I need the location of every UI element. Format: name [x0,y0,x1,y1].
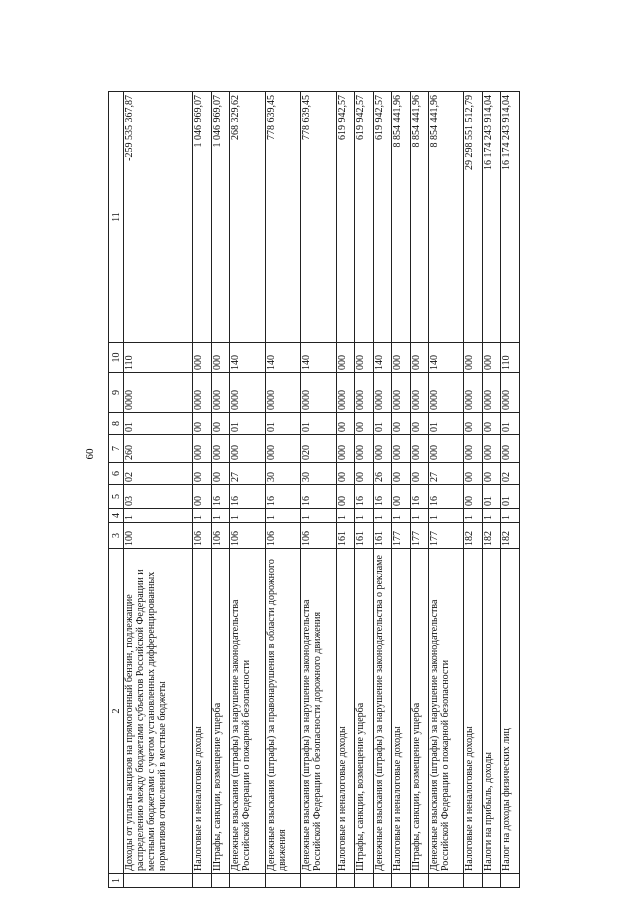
row-code-c8: 01 [230,413,265,435]
header-row [109,92,124,888]
row-code-c3: 182 [501,523,520,549]
row-amount: 778 639,45 [301,92,336,343]
row-code-c7: 000 [392,435,410,463]
page-number: 60 [84,448,96,460]
row-code-c5: 16 [211,485,229,509]
column-header-4: 4 [109,509,124,523]
table-row [429,92,464,888]
row-code-c10: 000 [482,343,500,373]
row-code-c6: 00 [464,463,482,485]
row-code-c10: 000 [336,343,354,373]
table-row [230,92,265,888]
row-description: Налоговые и неналоговые доходы [336,549,354,874]
row-code-c4: 1 [336,509,354,523]
row-code-c8: 00 [410,413,428,435]
row-code-c3: 182 [464,523,482,549]
table-row [355,92,373,888]
table-row [464,92,482,888]
row-amount: 619 942,57 [336,92,354,343]
row-code-c4: 1 [464,509,482,523]
row-code-c6: 02 [124,463,193,485]
row-code-c5: 01 [501,485,520,509]
row-code-c7: 020 [301,435,336,463]
column-header-3: 3 [109,523,124,549]
row-code-c8: 00 [211,413,229,435]
row-code-c6: 30 [265,463,300,485]
row-amount: 619 942,57 [355,92,373,343]
row-code-c9: 0000 [373,373,391,413]
row-code-c8: 00 [336,413,354,435]
row-code-c10: 000 [193,343,211,373]
row-col-1 [373,874,391,888]
row-code-c8: 01 [501,413,520,435]
row-code-c10: 000 [355,343,373,373]
table-row [501,92,520,888]
row-code-c9: 0000 [193,373,211,413]
row-code-c8: 01 [124,413,193,435]
row-code-c7: 000 [211,435,229,463]
row-col-1 [464,874,482,888]
row-code-c9: 0000 [211,373,229,413]
row-code-c5: 16 [429,485,464,509]
row-description: Налоговые и неналоговые доходы [464,549,482,874]
row-code-c7: 000 [410,435,428,463]
column-header-9: 9 [109,373,124,413]
row-amount: 8 854 441,96 [410,92,428,343]
row-code-c8: 00 [482,413,500,435]
row-code-c7: 000 [193,435,211,463]
row-code-c7: 000 [482,435,500,463]
column-header-11: 11 [109,92,124,343]
row-code-c7: 260 [124,435,193,463]
row-col-1 [265,874,300,888]
row-code-c4: 1 [301,509,336,523]
rotated-table-container [108,92,520,888]
row-description: Налог на доходы физических лиц [501,549,520,874]
row-code-c9: 0000 [301,373,336,413]
row-code-c9: 0000 [230,373,265,413]
row-code-c9: 0000 [482,373,500,413]
row-code-c6: 00 [410,463,428,485]
column-header-2: 2 [109,549,124,874]
row-amount: 8 854 441,96 [429,92,464,343]
budget-revenue-table [108,91,520,888]
table-row [410,92,428,888]
row-code-c5: 00 [464,485,482,509]
row-code-c7: 000 [265,435,300,463]
column-header-7: 7 [109,435,124,463]
row-amount: 268 329,62 [230,92,265,343]
row-code-c3: 182 [482,523,500,549]
table-body [124,92,520,888]
row-amount: 778 639,45 [265,92,300,343]
row-code-c5: 00 [336,485,354,509]
column-header-10: 10 [109,343,124,373]
row-code-c4: 1 [355,509,373,523]
row-code-c5: 16 [230,485,265,509]
row-code-c4: 1 [193,509,211,523]
row-description: Доходы от уплаты акцизов на прямогонный бензин, подлежащие распределению между бюджетами субъектов Российской Федерации и местными бюджетами с учетом установленных дифференцированных нормативов отчислений в местные бюджеты [124,549,193,874]
table-row [193,92,211,888]
row-code-c3: 106 [211,523,229,549]
row-code-c5: 01 [482,485,500,509]
row-code-c7: 000 [501,435,520,463]
row-description: Налоговые и неналоговые доходы [392,549,410,874]
row-code-c5: 16 [355,485,373,509]
table-row [482,92,500,888]
row-code-c4: 1 [265,509,300,523]
row-code-c7: 000 [429,435,464,463]
row-amount: 16 174 243 914,04 [501,92,520,343]
row-description: Налоги на прибыль, доходы [482,549,500,874]
row-col-1 [355,874,373,888]
row-col-1 [211,874,229,888]
column-header-6: 6 [109,463,124,485]
row-code-c9: 0000 [464,373,482,413]
row-code-c10: 000 [392,343,410,373]
table-row [301,92,336,888]
row-code-c6: 27 [230,463,265,485]
row-amount: 619 942,57 [373,92,391,343]
row-code-c8: 00 [193,413,211,435]
row-code-c9: 0000 [336,373,354,413]
row-code-c3: 177 [410,523,428,549]
row-code-c7: 000 [464,435,482,463]
row-code-c3: 106 [230,523,265,549]
row-code-c5: 16 [301,485,336,509]
row-amount: 1 046 969,07 [211,92,229,343]
row-code-c6: 00 [336,463,354,485]
row-description: Денежные взыскания (штрафы) за нарушение законодательства о рекламе [373,549,391,874]
row-code-c3: 106 [301,523,336,549]
row-description: Штрафы, санкции, возмещение ущерба [211,549,229,874]
table-row [336,92,354,888]
row-col-1 [429,874,464,888]
row-code-c8: 00 [355,413,373,435]
row-col-1 [410,874,428,888]
row-code-c9: 0000 [501,373,520,413]
row-col-1 [301,874,336,888]
row-code-c4: 1 [124,509,193,523]
row-amount: 8 854 441,96 [392,92,410,343]
row-amount: 16 174 243 914,04 [482,92,500,343]
row-code-c8: 01 [301,413,336,435]
row-col-1 [230,874,265,888]
row-code-c5: 16 [373,485,391,509]
row-code-c9: 0000 [410,373,428,413]
row-code-c7: 000 [230,435,265,463]
row-code-c9: 0000 [124,373,193,413]
row-col-1 [482,874,500,888]
row-col-1 [124,874,193,888]
row-code-c3: 161 [355,523,373,549]
table-row [265,92,300,888]
row-code-c4: 1 [373,509,391,523]
row-code-c6: 00 [355,463,373,485]
row-code-c3: 106 [265,523,300,549]
row-code-c4: 1 [230,509,265,523]
row-code-c5: 00 [392,485,410,509]
row-amount: 1 046 969,07 [193,92,211,343]
row-description: Денежные взыскания (штрафы) за правонарушения в области дорожного движения [265,549,300,874]
row-code-c9: 0000 [429,373,464,413]
row-code-c3: 106 [193,523,211,549]
row-code-c10: 110 [124,343,193,373]
row-col-1 [193,874,211,888]
row-code-c8: 01 [265,413,300,435]
column-header-1: 1 [109,874,124,888]
row-code-c10: 110 [501,343,520,373]
row-code-c10: 140 [429,343,464,373]
row-code-c10: 000 [211,343,229,373]
row-amount: -259 535 367,87 [124,92,193,343]
row-code-c4: 1 [482,509,500,523]
table-row [373,92,391,888]
row-code-c9: 0000 [392,373,410,413]
row-code-c6: 30 [301,463,336,485]
row-description: Денежные взыскания (штрафы) за нарушение законодательства Российской Федерации о безопасности дорожного движения [301,549,336,874]
row-code-c4: 1 [429,509,464,523]
row-code-c10: 000 [410,343,428,373]
row-code-c3: 161 [336,523,354,549]
row-code-c3: 161 [373,523,391,549]
row-code-c8: 00 [392,413,410,435]
row-code-c9: 0000 [265,373,300,413]
row-description: Налоговые и неналоговые доходы [193,549,211,874]
row-col-1 [336,874,354,888]
table-row [211,92,229,888]
row-code-c7: 000 [355,435,373,463]
column-header-8: 8 [109,413,124,435]
column-header-5: 5 [109,485,124,509]
row-code-c8: 01 [429,413,464,435]
row-code-c8: 00 [464,413,482,435]
row-code-c6: 26 [373,463,391,485]
row-code-c4: 1 [501,509,520,523]
row-code-c6: 00 [193,463,211,485]
row-code-c6: 00 [392,463,410,485]
row-code-c9: 0000 [355,373,373,413]
row-col-1 [501,874,520,888]
row-code-c10: 000 [464,343,482,373]
table-row [392,92,410,888]
row-code-c5: 03 [124,485,193,509]
row-code-c7: 000 [336,435,354,463]
row-description: Штрафы, санкции, возмещение ущерба [355,549,373,874]
row-code-c4: 1 [392,509,410,523]
row-code-c10: 140 [301,343,336,373]
row-code-c10: 140 [373,343,391,373]
row-code-c3: 100 [124,523,193,549]
row-code-c8: 01 [373,413,391,435]
row-description: Денежные взыскания (штрафы) за нарушение законодательства Российской Федерации о пожарной безопасности [230,549,265,874]
row-col-1 [392,874,410,888]
row-code-c7: 000 [373,435,391,463]
row-code-c5: 00 [193,485,211,509]
row-code-c4: 1 [410,509,428,523]
row-code-c4: 1 [211,509,229,523]
row-code-c6: 00 [482,463,500,485]
row-code-c6: 00 [211,463,229,485]
table-row [124,92,193,888]
row-code-c6: 02 [501,463,520,485]
row-code-c5: 16 [265,485,300,509]
row-amount: 29 298 551 512,79 [464,92,482,343]
row-code-c3: 177 [392,523,410,549]
row-code-c3: 177 [429,523,464,549]
row-code-c6: 27 [429,463,464,485]
row-description: Денежные взыскания (штрафы) за нарушение законодательства Российской Федерации о пожарной безопасности [429,549,464,874]
row-code-c5: 16 [410,485,428,509]
row-description: Штрафы, санкции, возмещение ущерба [410,549,428,874]
row-code-c10: 140 [265,343,300,373]
row-code-c10: 140 [230,343,265,373]
